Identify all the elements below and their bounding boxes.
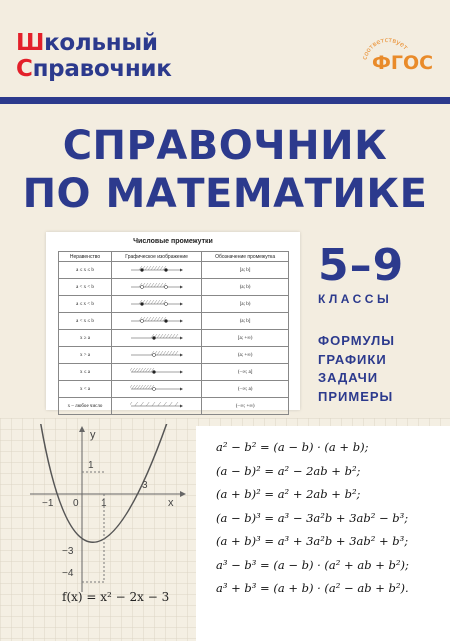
table-row bbox=[59, 296, 289, 313]
number-line-icon bbox=[130, 281, 184, 293]
book-title-line2: ПО МАТЕМАТИКЕ bbox=[22, 171, 428, 217]
header-rule bbox=[0, 97, 450, 104]
inequality-cell: x > a bbox=[59, 347, 112, 364]
series-logo-line2 bbox=[16, 56, 172, 82]
inequality-cell: x – любое число bbox=[59, 398, 112, 415]
series-logo bbox=[16, 30, 172, 82]
number-line-icon bbox=[130, 298, 184, 310]
series-logo-initial: Ш bbox=[16, 30, 45, 56]
formula-line: (a + b)² = a² + 2ab + b²; bbox=[216, 487, 361, 501]
y-axis-label: y bbox=[90, 429, 96, 441]
table-row bbox=[59, 330, 289, 347]
table-row bbox=[59, 398, 289, 415]
number-line-cell bbox=[111, 347, 201, 364]
feature-item: ФОРМУЛЫ bbox=[318, 333, 395, 348]
notation-cell: (a; b] bbox=[202, 313, 289, 330]
series-logo-word: кольный bbox=[44, 30, 158, 56]
tick-label: 1 bbox=[88, 460, 94, 471]
inequality-cell: x < a bbox=[59, 381, 112, 398]
notation-cell: (−∞; a] bbox=[202, 364, 289, 381]
intervals-table bbox=[58, 251, 289, 415]
formula-line: a² − b² = (a − b) · (a + b); bbox=[216, 440, 369, 454]
table-header-row bbox=[59, 252, 289, 262]
number-line-cell bbox=[111, 381, 201, 398]
table-row bbox=[59, 313, 289, 330]
x-axis-label: x bbox=[168, 497, 174, 509]
number-line-cell bbox=[111, 279, 201, 296]
number-line-cell bbox=[111, 364, 201, 381]
formula-line: a³ + b³ = (a + b) · (a² − ab + b²). bbox=[216, 581, 409, 595]
inequality-cell: x ≥ a bbox=[59, 330, 112, 347]
notation-cell: (−∞; a) bbox=[202, 381, 289, 398]
feature-item: ГРАФИКИ bbox=[318, 352, 387, 367]
number-line-icon bbox=[130, 400, 184, 412]
table-row bbox=[59, 347, 289, 364]
column-header: Графическое изображение bbox=[111, 252, 201, 262]
table-row bbox=[59, 279, 289, 296]
parabola-graph bbox=[30, 424, 200, 594]
tick-label: 1 bbox=[101, 498, 107, 509]
table-row bbox=[59, 262, 289, 279]
number-line-cell bbox=[111, 330, 201, 347]
series-logo-word: правочник bbox=[32, 56, 172, 82]
inequality-cell: a < x < b bbox=[59, 279, 112, 296]
number-line-icon bbox=[130, 349, 184, 361]
table-row bbox=[59, 381, 289, 398]
function-label: f(x) = x² − 2x − 3 bbox=[62, 590, 170, 604]
book-title-line1: СПРАВОЧНИК bbox=[62, 123, 388, 169]
formula-card bbox=[196, 426, 450, 641]
number-line-cell bbox=[111, 262, 201, 279]
series-logo-line1 bbox=[16, 30, 172, 56]
notation-cell: [a; b] bbox=[202, 262, 289, 279]
formula-line: (a − b)² = a² − 2ab + b²; bbox=[216, 464, 361, 478]
notation-cell: [a; +∞) bbox=[202, 330, 289, 347]
intervals-title: Числовые промежутки bbox=[133, 238, 213, 245]
fgos-arc-text: соответствует bbox=[360, 35, 410, 61]
tick-label: −1 bbox=[42, 498, 54, 509]
number-line-icon bbox=[130, 264, 184, 276]
fgos-label: ФГОС bbox=[372, 52, 434, 74]
number-line-cell bbox=[111, 296, 201, 313]
inequality-cell: a < x ≤ b bbox=[59, 313, 112, 330]
fgos-badge bbox=[354, 24, 434, 92]
feature-item: ЗАДАЧИ bbox=[318, 370, 379, 385]
grade-classes-label: КЛАССЫ bbox=[318, 292, 393, 306]
inequality-cell: a ≤ x < b bbox=[59, 296, 112, 313]
number-line-icon bbox=[130, 383, 184, 395]
notation-cell: [a; b) bbox=[202, 296, 289, 313]
notation-cell: (a; +∞) bbox=[202, 347, 289, 364]
intervals-card bbox=[46, 232, 300, 410]
number-line-cell bbox=[111, 313, 201, 330]
column-header: Обозначение промежутка bbox=[202, 252, 289, 262]
number-line-icon bbox=[130, 332, 184, 344]
number-line-icon bbox=[130, 366, 184, 378]
tick-label: −4 bbox=[62, 568, 74, 579]
series-logo-initial: С bbox=[16, 56, 33, 82]
column-header: Неравенство bbox=[59, 252, 112, 262]
notation-cell: (−∞; +∞) bbox=[202, 398, 289, 415]
inequality-cell: x ≤ a bbox=[59, 364, 112, 381]
formula-line: a³ − b³ = (a − b) · (a² + ab + b²); bbox=[216, 558, 409, 572]
tick-label: 0 bbox=[73, 498, 79, 509]
formula-line: (a + b)³ = a³ + 3a²b + 3ab² + b³; bbox=[216, 534, 409, 548]
table-row bbox=[59, 364, 289, 381]
parabola-curve bbox=[40, 424, 168, 542]
notation-cell: (a; b) bbox=[202, 279, 289, 296]
x-axis-arrow-icon bbox=[180, 491, 186, 497]
tick-label: −3 bbox=[62, 546, 74, 557]
grade-range: 5–9 bbox=[318, 240, 405, 291]
y-axis-arrow-icon bbox=[79, 426, 85, 432]
feature-item: ПРИМЕРЫ bbox=[318, 389, 394, 404]
formula-line: (a − b)³ = a³ − 3a²b + 3ab² − b³; bbox=[216, 511, 409, 525]
tick-label: 3 bbox=[142, 480, 148, 491]
number-line-icon bbox=[130, 315, 184, 327]
number-line-cell bbox=[111, 398, 201, 415]
inequality-cell: a ≤ x ≤ b bbox=[59, 262, 112, 279]
